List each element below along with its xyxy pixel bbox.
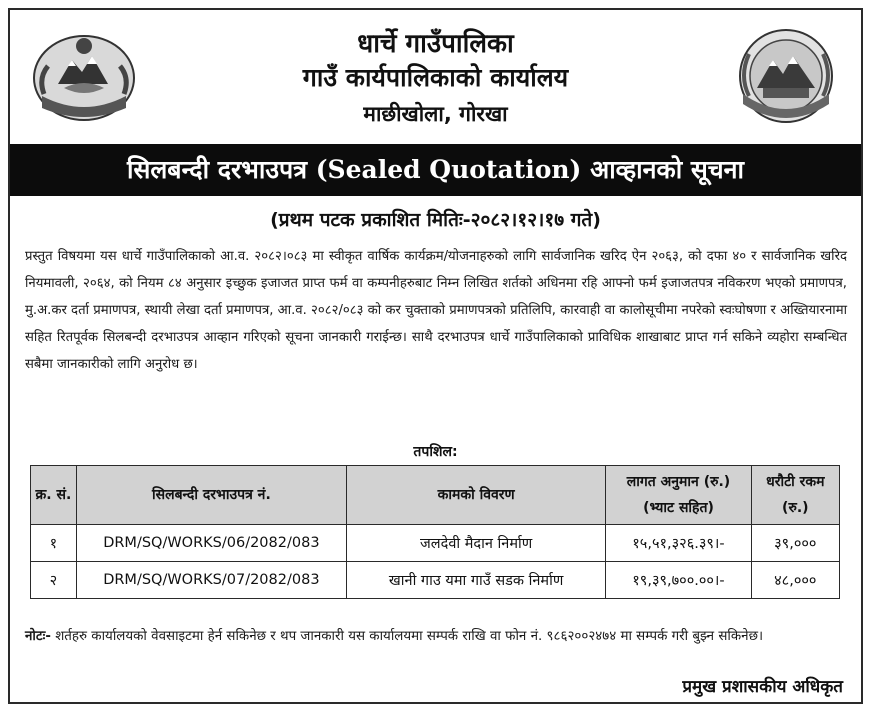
note-section [25, 623, 850, 651]
quotation-table [30, 465, 840, 599]
municipality-name: धार्चे गाउँपालिका [357, 29, 514, 59]
row-sn: २ [31, 562, 77, 599]
signatory-title: प्रमुख प्रशासकीय अधिकृत [682, 677, 843, 697]
note-label: नोटः- [25, 629, 51, 644]
table-row [31, 525, 840, 562]
table-row [31, 562, 840, 599]
header-sn: क्र. सं. [31, 466, 77, 525]
note-text: शर्तहरु कार्यालयको वेवसाइटमा हेर्न सकिनेछ र थप जानकारी यस कार्यालयमा सम्पर्क राखि वा फोन नं. ९८६२००२४७४ मा सम्पर्क गरी बुझ्न सकिनेछ। [55, 629, 764, 644]
office-location: माछीखोला, गोरखा [363, 102, 508, 126]
row-quotation-no: DRM/SQ/WORKS/07/2082/083 [76, 562, 346, 599]
header-deposit: धरौटी रकम (रु.) [751, 466, 839, 525]
notice-header [10, 10, 861, 142]
header-cost-estimate: लागत अनुमान (रु.) (भ्याट सहित) [606, 466, 751, 525]
notice-title: सिलबन्दी दरभाउपत्र (Sealed Quotation) आव्हानको सूचना [10, 144, 861, 196]
row-deposit: ४८,००० [751, 562, 839, 599]
municipality-logo-icon [729, 24, 843, 128]
table-header-row [31, 466, 840, 525]
row-sn: १ [31, 525, 77, 562]
row-cost-estimate: १५,५१,३२६.३९।- [606, 525, 751, 562]
row-description: जलदेवी मैदान निर्माण [346, 525, 605, 562]
row-cost-estimate: १९,३९,७००.००।- [606, 562, 751, 599]
office-name: गाउँ कार्यपालिकाको कार्यालय [302, 63, 569, 92]
row-quotation-no: DRM/SQ/WORKS/06/2082/083 [76, 525, 346, 562]
schedule-title: तपशिल: [413, 444, 458, 460]
notice-frame [8, 8, 863, 704]
notice-body: प्रस्तुत विषयमा यस धार्चे गाउँपालिकाको आ.व. २०८२।०८३ मा स्वीकृत वार्षिक कार्यक्रम/योजनाहरुको लागि सार्वजानिक खरिद ऐन २०६३, को दफा ४० र सार्वजानिक खरिद नियमावली, २०६४, को नियम ८४ अनुसार इच्छुक इजाजत प्राप्त फर्म वा कम्पनीहरुबाट निम्न लिखित शर्तको अधिनमा रहि आफ्नो फर्म इजाजतपत्र नविकरण भएको प्रमाणपत्र, मु.अ.कर दर्ता प्रमाणपत्र, स्थायी लेखा दर्ता प्रमाणपत्र, आ.व. २०८२/०८३ को कर चुक्ताको प्रमाणपत्रको प्रतिलिपि, कारवाही वा कालोसूचीमा नपरेको स्वःघोषणा र अख्तियारनामा सहित रितपूर्वक सिलबन्दी दरभाउपत्र आव्हान गरिएको सूचना जानकारी गराईन्छ। साथै दरभाउपत्र धार्चे गाउँपालिकाको प्राविधिक शाखाबाट प्राप्त गर्न सकिने व्यहोरा सम्बन्धित सबैमा जानकारीको लागि अनुरोध छ। [25, 249, 847, 372]
row-description: खानी गाउ यमा गाउँ सडक निर्माण [346, 562, 605, 599]
row-deposit: ३९,००० [751, 525, 839, 562]
header-description: कामको विवरण [346, 466, 605, 525]
header-quotation-no: सिलबन्दी दरभाउपत्र नं. [76, 466, 346, 525]
published-date: (प्रथम पटक प्रकाशित मितिः-२०८२।१२।१७ गते) [270, 209, 601, 231]
